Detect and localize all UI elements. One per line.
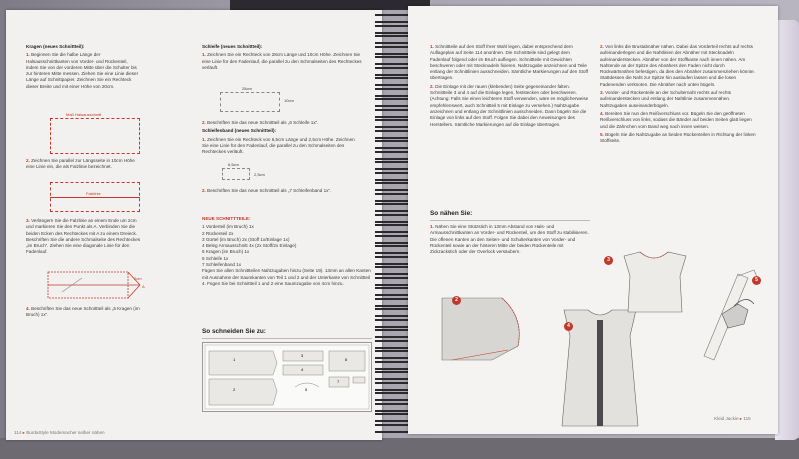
neue-item: 3 Gürtel (im Bruch) 2x (Stoff 1x/Einlage 1x)	[202, 236, 290, 242]
burda-logo-icon: ▸	[22, 430, 25, 435]
neue-item: 6 Schleife 1x	[202, 255, 229, 261]
kragen-step-1	[26, 52, 141, 90]
step-number: 1.	[202, 136, 206, 142]
shoulder-seam-illustration	[620, 246, 690, 316]
layout-piece-label: 4	[301, 367, 304, 372]
band-step-2	[202, 188, 362, 196]
table-edge	[230, 0, 430, 10]
right-column-2	[600, 44, 758, 146]
band-height-label: 2,5cm	[254, 172, 265, 177]
neue-schnittteile-heading: NEUE SCHNITTTEILE:	[202, 216, 251, 221]
falzlinie-label: Falzlinie	[86, 191, 101, 196]
neue-item: 5 Kragen (im Bruch) 1x	[202, 249, 250, 255]
step-text: Vorder- und Rückenteile an der Schulternaht rechts auf rechts aufeinanderstecken und entlang der Nahtlinie zusammennähen. Nahtzugaben auseinanderbügeln.	[600, 90, 732, 108]
step-number: 2.	[600, 44, 604, 49]
book-cover-edge	[775, 20, 799, 440]
neue-item: 1 Vorderteil (im Bruch) 1x	[202, 224, 254, 230]
kragen-heading: Kragen (neues Schnittteil):	[26, 44, 85, 49]
step-number: 3.	[600, 90, 604, 96]
step-number: 2.	[202, 188, 206, 193]
left-column-2	[202, 44, 362, 73]
step-text: Zeichnen Sie parallel zur Längsseite in 10cm Höhe eine Linie ein, die als Falzlinie bezeichnet.	[26, 158, 135, 170]
step-number: 4.	[600, 110, 604, 116]
chapter-title: Kleid Jackie	[714, 416, 739, 421]
so-schneiden-heading: So schneiden Sie zu:	[202, 328, 266, 335]
neue-item: 2 Rückenteil 2x	[202, 230, 234, 236]
step-text: Beschriften Sie das neue Schnittteil als „5 Kragen (im Bruch) 1x“.	[26, 306, 140, 318]
band-width-label: 6,5cm	[228, 162, 239, 167]
step-text: Beginnen Sie die halbe Länge der Halsausschnittkanten von Vorder- und Rückenteil, indem Sie von der vorderen Mitte über die Schulter bis zur hinteren Mitte messen. Ziehen Sie eine Linie dieser Länge auf Schnittpapier. Zeichnen Sie ein Rechteck dieser Breite und mit einer Höhe von 20cm.	[26, 52, 139, 89]
step-number: 4.	[26, 306, 30, 311]
step-text: Nähen Sie eine Stützstich in 13mm Abstand von Hals- und Armausschnittkanten an Vorder- und Rückenteil, um den Stoff zu stabilisieren. Die offenen Kanten an den Seiten- und Schulterkanten von Vorder- und Rückenteil sowie an der hinteren Mitte der beiden Rückenteile mit Zickzackstich oder der Overlock versäubern.	[430, 224, 589, 255]
schleife-step-2	[202, 120, 362, 157]
step-marker: 4	[564, 322, 573, 331]
naehen-step-1	[430, 224, 590, 257]
section-rule	[430, 220, 590, 221]
kragen-triangle-figure	[42, 268, 152, 304]
so-naehen-heading: So nähen Sie:	[430, 210, 473, 217]
step-marker: 3	[604, 256, 613, 265]
layout-piece-label: 7	[337, 379, 340, 384]
step-marker: 2	[452, 296, 461, 305]
step-number: 5.	[600, 131, 604, 137]
schleifenband-heading: Schleifenband (neues Schnittteil):	[202, 128, 277, 134]
step-text: Zeichnen Sie ein Rechteck von 6,5cm Länge und 2,5cm Höhe. Zeichnen Sie eine Linie für den Fadenlauf, die parallel zu den Schmalseiten des Rechteckes verläuft.	[202, 136, 355, 155]
cutting-layout-figure	[202, 342, 372, 412]
step-number: 2.	[430, 83, 434, 89]
step-text: Die Einlage mit der rauen (klebenden) Seite gegeneinander falten. Schnittteile 3 und 4 auf die Einlage legen, feststecken oder beschweren. (Achtung: Falls Sie einen leichteren Stoff verwenden, wäre es möglicherweise empfehlenswert, auch Schnittteil 5 mit Einlage zu versehen.) Nahtzugabe anzeichnen und entlang der Schnittlinien ausschneiden. Dann bügeln Sie die Einlage von links auf den Stoff. Folgen Sie dabei den Anweisungen des Herstellers. Sämtliche Markierungen auf die Einlage übertragen.	[430, 83, 589, 127]
page-number: 115	[743, 416, 751, 421]
nahtzugaben-text: Fügen Sie allen Schnittteilen Nahtzugaben hinzu (Seite 19). 13mm an allen Kanten mit Ausnahme der Saumkanten von Teil 1 und 2 und der Unterkante von Schnittteil 4. Fügen Sie bei Schnittteil 1 und 2 eine Saumzugabe von 4cm hinzu.	[202, 268, 371, 286]
step-text: Verlängern Sie die Falzlinie an einem Ende um 2cm und markieren Sie den Punkt als A. Verbinden Sie die beiden Ecken des Rechteckes mit A zu einem Dreieck. Beschriften Sie die andere Schmalseite des Rechteckes „im Bruch“. Ziehen Sie eine diagonale Linie für den Fadenlauf.	[26, 218, 141, 255]
step-text: Zeichnen Sie ein Rechteck von 28cm Länge und 10cm Höhe. Zeichnen Sie eine Linie für den Fadenlauf, die parallel zu den Schmalseiten des Rechteckes verläuft.	[202, 52, 362, 70]
left-page	[6, 10, 382, 440]
section-rule	[202, 338, 372, 339]
layout-piece-label: 1	[233, 357, 236, 362]
falzlinie-line	[50, 197, 140, 198]
book-title: BurdaStyle Modemacher selber nähen	[26, 430, 105, 435]
step-number: 3.	[26, 218, 30, 223]
two-cm-label: 2cm	[134, 276, 142, 281]
step-text: Beschriften Sie das neue Schnittteil als „6 Schleife 1x“.	[207, 120, 319, 125]
point-a-label: A	[142, 284, 145, 289]
kragen-step-3	[26, 218, 141, 258]
step-number: 1.	[430, 224, 434, 229]
step-number: 1.	[202, 52, 206, 58]
right-column-1	[430, 44, 590, 130]
step-number: 1.	[26, 52, 30, 58]
kragen-figure-label: Maß Halsausschnitt	[66, 112, 102, 117]
left-footer	[14, 430, 105, 436]
layout-piece-label: 2	[233, 387, 236, 392]
step-number: 2.	[26, 158, 30, 163]
collar-detail-illustration	[432, 288, 532, 368]
page-number: 114	[14, 430, 22, 435]
step-text: Beschriften Sie das neue Schnittteil als „7 Schleifenband 1x“.	[207, 188, 332, 193]
schleife-heading: Schleife (neues Schnittteil):	[202, 44, 263, 49]
schleife-rectangle-figure	[220, 92, 280, 112]
step-text: Bügeln Sie die Nahtzugabe an beiden Rückenteilen in Richtung der linken Stoffseite.	[600, 131, 756, 144]
kragen-rectangle-figure	[50, 118, 140, 154]
step-text: Bereiten Sie nun den Reißverschluss vor. Bügeln Sie den geöffneten Reißverschluss von links, sodass die Bänder auf beiden Seiten glatt liegen und die Zähnchen vom Band weg nach innen weisen.	[600, 110, 752, 129]
layout-piece-label: 3	[301, 353, 304, 358]
step-marker: 5	[752, 276, 761, 285]
neue-item: 4 Beleg Armausschnitt 4x (2x Stoff/2x Einlage)	[202, 243, 297, 249]
neue-schnittteile-block	[202, 216, 372, 289]
schleife-width-label: 28cm	[242, 86, 252, 91]
step-text: Von links die Brustabnäher nähen. Dabei das Vorderteil rechts auf rechts aufeinanderlegen und die Nahtlinien der Abnäher mit Stecknadeln aufeinanderstecken. Abnäher von der Stoffkante nach innen nähen. Am Nahtende an der Spitze des Abnähers den Faden nicht durch Rückwärtsnähen befestigen, da dies den Abnäher zusammenziehen könnte. Stattdessen die Naht zur Spitze hin auslaufen lassen und die losen Fadenenden verknoten. Die Abnäher nach unten bügeln.	[600, 44, 756, 87]
table-surface	[0, 438, 799, 459]
step-number: 2.	[202, 120, 206, 125]
right-page	[408, 6, 778, 434]
layout-piece-label: 6	[345, 357, 348, 362]
schleife-height-label: 10cm	[284, 98, 294, 103]
step-number: 1.	[430, 44, 434, 49]
layout-piece-label: 5	[305, 387, 308, 392]
neue-item: 7 Schleifenband 1x	[202, 262, 242, 268]
band-rectangle-figure	[222, 168, 250, 180]
kragen-step-4	[26, 306, 141, 321]
cutting-layout-drawing	[203, 343, 371, 411]
kragen-step-2	[26, 158, 141, 173]
step-text: Schnittteile auf den Stoff Ihrer Wahl legen, dabei entsprechend dem Auflageplan auf Seite 114 anordnen. Die Schnittteile sind gelegt dem Fadenlauf folgend oder im Bruch aufliegen. Schnittteile mit Gewichten beschweren oder mit Stecknadeln fixieren. Nahtzugabe anzeichnen und Teile entlang der Schnittlinien ausschneiden. Sämtliche Markierungen auf den Stoff übertragen.	[430, 44, 588, 81]
left-column-1	[26, 44, 141, 92]
burda-logo-icon: ▸	[739, 416, 743, 421]
right-footer	[714, 416, 751, 422]
